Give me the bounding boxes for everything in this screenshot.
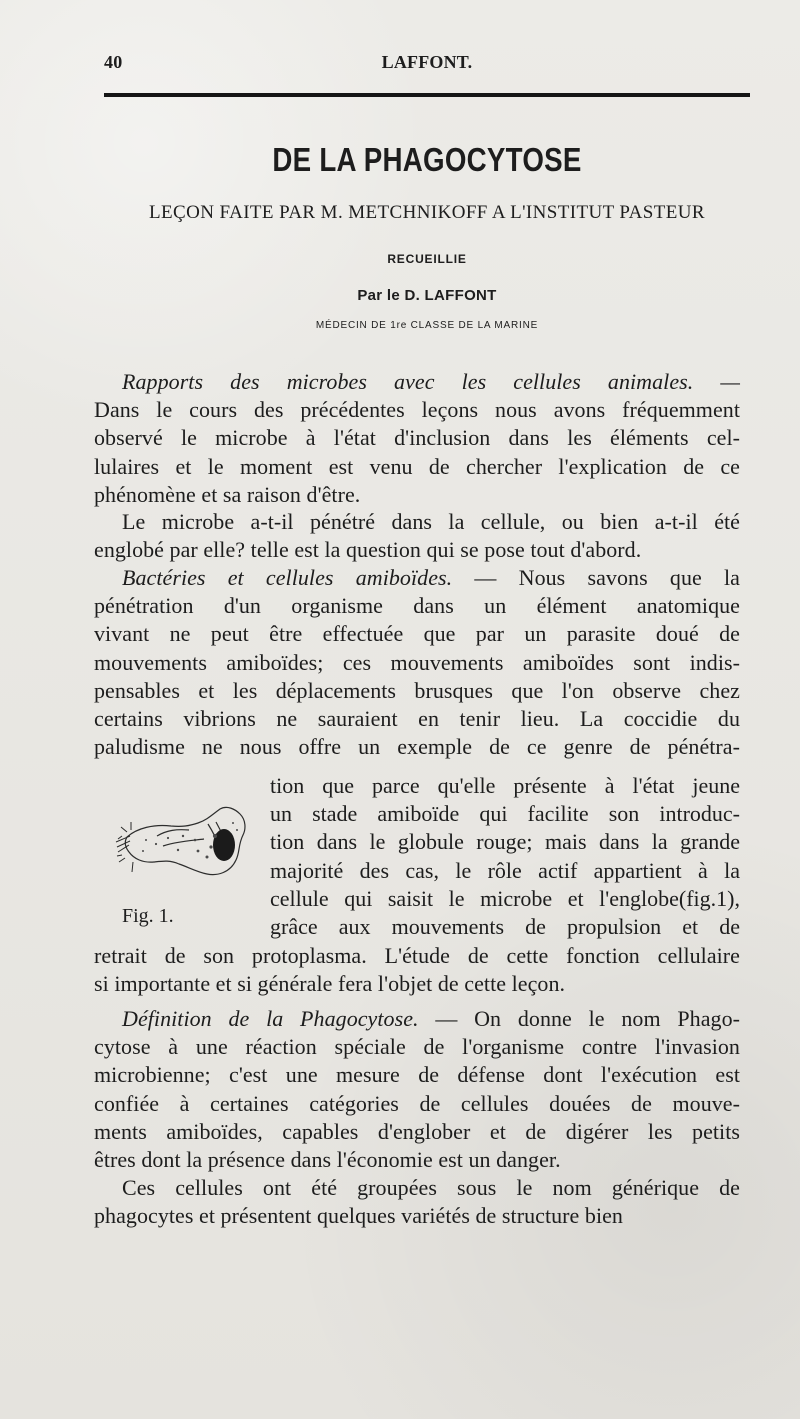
paragraph-3-line-5: pensables et les déplacements brusques que l'on observe chez	[94, 677, 740, 703]
paragraph-3-narrow-line-1: tion que parce qu'elle présente à l'état jeune	[270, 773, 740, 798]
paragraph-3-bottom	[94, 942, 740, 998]
paragraph-5-line-2: phagocytes et présentent quelques variétés de structure bien	[94, 1203, 623, 1229]
paragraph-4-line-4: confiée à certaines catégories de cellules douées de mouve-	[94, 1090, 740, 1116]
paragraph-2-line-1: Le microbe a-t-il pénétré dans la cellule, ou bien a-t-il été	[122, 509, 740, 534]
paragraph-3-narrow-line-5: cellule qui saisit le microbe et l'englobe(fig.1),	[270, 885, 740, 911]
author-affiliation: MÉDECIN DE 1re CLASSE DE LA MARINE	[315, 320, 539, 331]
paragraph-3-wrap	[270, 772, 740, 941]
paragraph-2	[94, 508, 740, 564]
section-heading-bacteries: Bactéries et cellules amiboïdes.	[122, 565, 453, 590]
paragraph-4-line-1-tail: — On donne le nom Phago-	[418, 1006, 740, 1031]
paragraph-1	[94, 368, 740, 509]
paragraph-4-line-1	[94, 1005, 740, 1033]
paragraph-3-line-7: paludisme ne nous offre un exemple de ce genre de pénétra-	[94, 734, 740, 760]
paragraph-1-first-line	[94, 368, 740, 396]
author-line: Par le D. LAFFONT	[357, 287, 497, 304]
paragraph-3-line-3: vivant ne peut être effectuée que par un parasite doué de	[94, 621, 740, 647]
paragraph-3-after-line-1: retrait de son protoplasma. L'étude de cette fonction cellulaire	[94, 943, 740, 968]
paragraph-3-narrow-line-3: tion dans le globule rouge; mais dans la grande	[270, 829, 740, 855]
paragraph-3-narrow-line-6: grâce aux mouvements de propulsion et de	[270, 914, 740, 940]
paragraph-5-line-1: Ces cellules ont été groupées sous le nom générique de	[122, 1175, 740, 1200]
paragraph-3-top	[94, 564, 740, 761]
paragraph-3-line-6: certains vibrions ne sauraient en tenir lieu. La coccidie du	[94, 706, 740, 732]
paragraph-3-line-1-tail: — Nous savons que la	[452, 565, 741, 590]
section-heading-definition: Définition de la Phagocytose.	[122, 1006, 419, 1031]
paragraph-1-line-5: phénomène et sa raison d'être.	[94, 481, 361, 507]
paragraph-3-line-2: pénétration d'un organisme dans un élément anatomique	[94, 593, 740, 619]
section-heading-rapports: Rapports des microbes avec les cellules animales. —	[122, 369, 740, 394]
running-title: LAFFONT.	[381, 52, 473, 72]
paragraph-1-line-4: lulaires et le moment est venu de chercher l'explication de ce	[94, 453, 740, 479]
paragraph-4-line-3: microbienne; c'est une mesure de défense dont l'exécution est	[94, 1062, 740, 1088]
paragraph-3-after-line-2: si importante et si générale fera l'objet de cette leçon.	[94, 971, 566, 997]
paragraph-3-line-4: mouvements amiboïdes; ces mouvements amiboïdes sont indis-	[94, 649, 740, 675]
figure-caption: Fig. 1.	[122, 905, 174, 927]
paragraph-4	[94, 1005, 740, 1174]
paragraph-3-narrow-line-4: majorité des cas, le rôle actif appartient à la	[270, 857, 740, 883]
paragraph-5	[94, 1174, 740, 1230]
paragraph-1-line-3: observé le microbe à l'état d'inclusion dans les éléments cel-	[94, 425, 740, 451]
paragraph-3-line-1	[94, 564, 740, 592]
paragraph-3-narrow-line-2: un stade amiboïde qui facilite son introduc-	[270, 801, 740, 827]
paragraph-4-line-2: cytose à une réaction spéciale de l'organisme contre l'invasion	[94, 1034, 740, 1060]
collected-label: RECUEILLIE	[387, 252, 467, 266]
header-rule	[104, 93, 750, 97]
article-subtitle: LEÇON FAITE PAR M. METCHNIKOFF A L'INSTITUT PASTEUR	[149, 202, 705, 223]
paragraph-2-line-2: englobé par elle? telle est la question qui se pose tout d'abord.	[94, 537, 642, 563]
running-head	[104, 52, 750, 74]
paragraph-4-line-6: êtres dont la présence dans l'économie est un danger.	[94, 1147, 561, 1173]
article-title: DE LA PHAGOCYTOSE	[272, 141, 582, 178]
page-number: 40	[104, 52, 123, 72]
paragraph-1-line-2: Dans le cours des précédentes leçons nous avons fréquemment	[94, 397, 740, 423]
paragraph-4-line-5: ments amiboïdes, capables d'englober et de digérer les petits	[94, 1118, 740, 1144]
